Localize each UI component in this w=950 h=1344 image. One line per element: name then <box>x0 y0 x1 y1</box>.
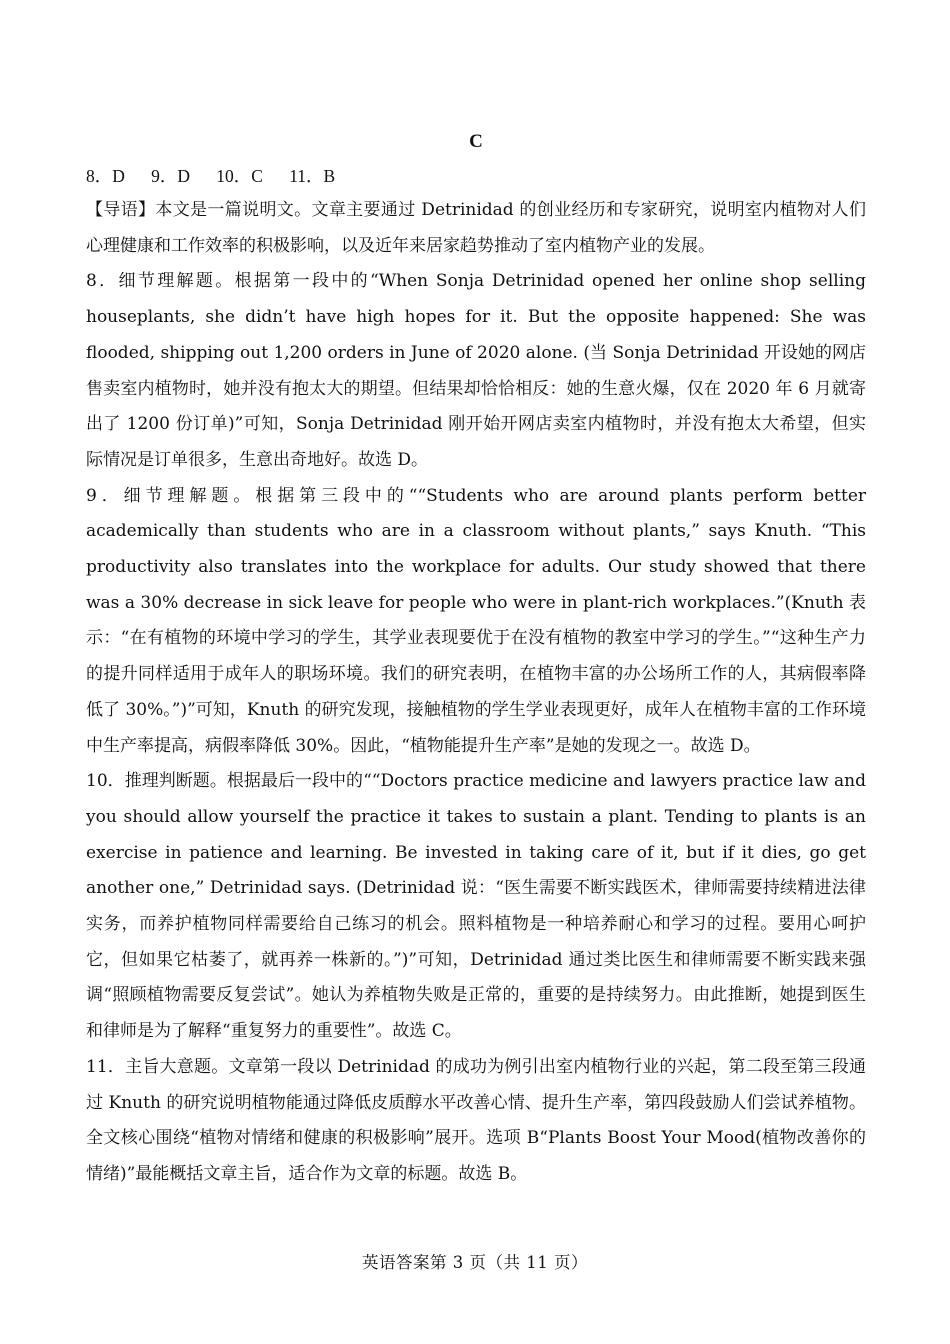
question-9-explanation: 9．细节理解题。根据第三段中的““Students who are around plants perform better academically than students who are in a classroom without plants,” says Knuth. “This productivity also translates into the workplace for adults. Our study showed that there was a 30% decrease in sick leave for people who were in plant-rich workplaces.”(Knuth 表示：“在有植物的环境中学习的学生，其学业表现要优于在没有植物的教室中学习的学生。”“这种生产力的提升同样适用于成年人的职场环境。我们的研究表明，在植物丰富的办公场所工作的人，其病假率降低了 30%。”)”可知，Knuth 的研究发现，接触植物的学生学业表现更好，成年人在植物丰富的工作环境中生产率提高，病假率降低 30%。因此，“植物能提升生产率”是她的发现之一。故选 D。 <box>86 485 866 756</box>
explanation-body <box>86 193 866 1193</box>
section-title: C <box>469 131 483 152</box>
intro-paragraph: 【导语】本文是一篇说明文。文章主要通过 Detrinidad 的创业经历和专家研究，说明室内植物对人们心理健康和工作效率的积极影响，以及近年来居家趋势推动了室内植物产业的发展。 <box>86 200 866 256</box>
question-8-explanation: 8．细节理解题。根据第一段中的“When Sonja Detrinidad opened her online shop selling houseplants, she didn’t have high hopes for it. But the opposite happened: She was flooded, shipping out 1,200 orders in June of 2020 alone. (当 Sonja Detrinidad 开设她的网店售卖室内植物时，她并没有抱太大的期望。但结果却恰恰相反：她的生意火爆，仅在 2020 年 6 月就寄出了 1200 份订单)”可知，Sonja Detrinidad 刚开始开网店卖室内植物时，并没有抱太大希望，但实际情况是订单很多，生意出奇地好。故选 D。 <box>86 271 866 470</box>
page-footer: 英语答案第 3 页（共 11 页） <box>362 1253 588 1272</box>
answer-key-line: 8．D 9．D 10．C 11．B <box>86 166 336 186</box>
question-10-explanation: 10．推理判断题。根据最后一段中的““Doctors practice medicine and lawyers practice law and you should allow yourself the practice it takes to sustain a plant. Tending to plants is an exercise in patience and learning. Be invested in taking care of it, but if it dies, go get another one,” Detrinidad says. (Detrinidad 说：“医生需要不断实践医术，律师需要持续精进法律实务，而养护植物同样需要给自己练习的机会。照料植物是一种培养耐心和学习的过程。要用心呵护它，但如果它枯萎了，就再养一株新的。”)”可知，Detrinidad 通过类比医生和律师需要不断实践来强调“照顾植物需要反复尝试”。她认为养植物失败是正常的，重要的是持续努力。由此推断，她提到医生和律师是为了解释“重复努力的重要性”。故选 C。 <box>86 771 866 1042</box>
question-11-explanation: 11．主旨大意题。文章第一段以 Detrinidad 的成功为例引出室内植物行业的兴起，第二段至第三段通过 Knuth 的研究说明植物能通过降低皮质醇水平改善心情、提升生产率，第四段鼓励人们尝试养植物。全文核心围绕“植物对情绪和健康的积极影响”展开。选项 B“Plants Boost Your Mood(植物改善你的情绪)”最能概括文章主旨，适合作为文章的标题。故选 B。 <box>86 1056 866 1184</box>
